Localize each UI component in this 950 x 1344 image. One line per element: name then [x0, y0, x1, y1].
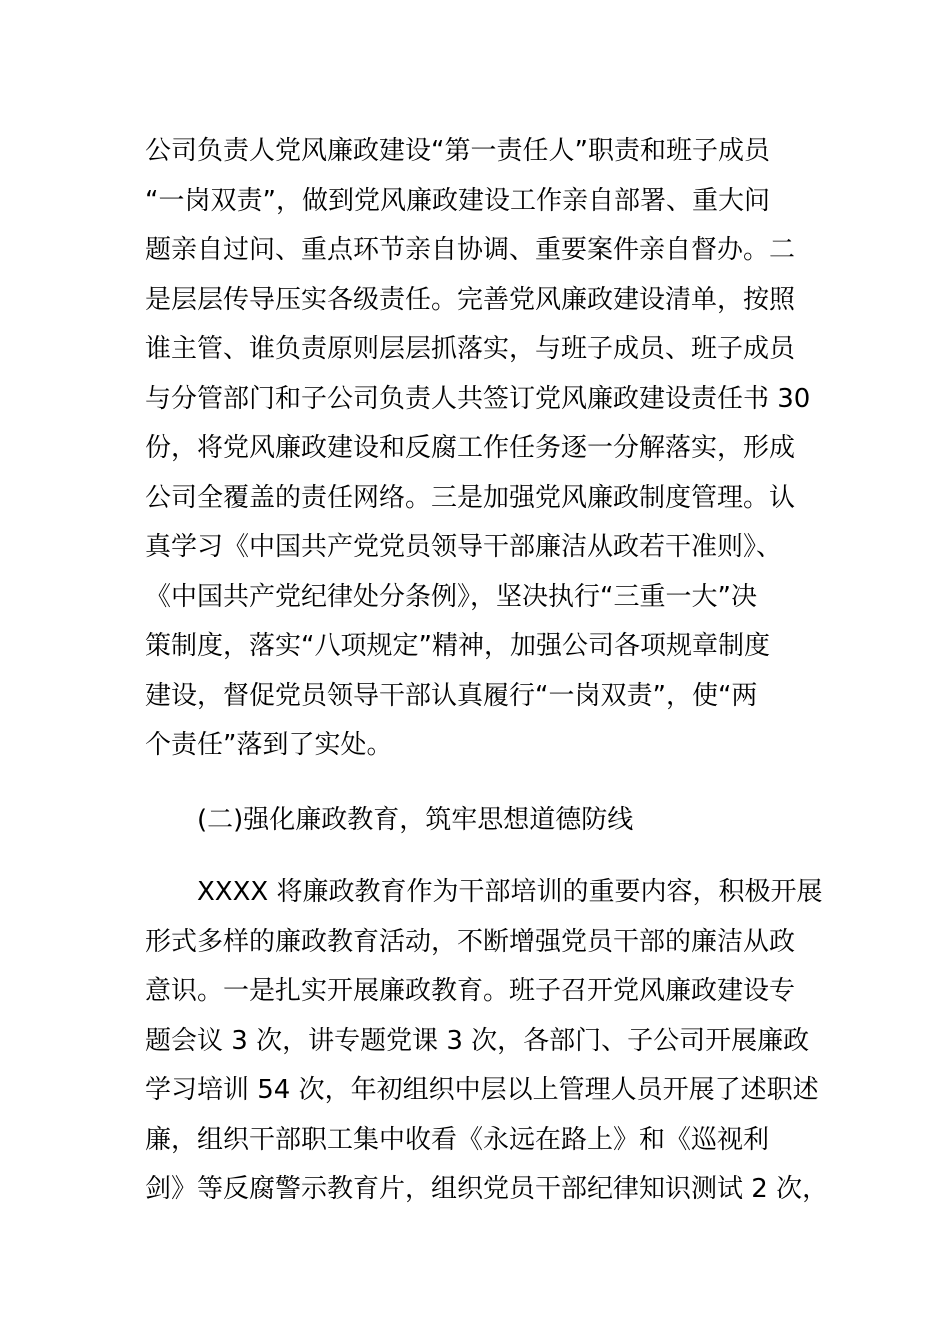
paragraph-line: 公司负责人党风廉政建设“第一责任人”职责和班子成员: [145, 136, 770, 166]
paragraph-line: XXXX 将廉政教育作为干部培训的重要内容，积极开展: [197, 877, 823, 907]
paragraph-line: 个责任”落到了实处。: [145, 730, 393, 760]
paragraph-line: 剑》等反腐警示教育片，组织党员干部纪律知识测试 2 次，: [145, 1174, 829, 1204]
paragraph-line: 公司全覆盖的责任网络。三是加强党风廉政制度管理。认: [145, 482, 796, 513]
paragraph-line: 是层层传导压实各级责任。完善党风廉政建设清单，按照: [145, 284, 796, 315]
section-heading-text: (二)强化廉政教育，筑牢思想道德防线: [197, 805, 634, 835]
paragraph-line: 真学习《中国共产党党员领导干部廉洁从政若干准则》、: [145, 532, 783, 562]
paragraph-line: 策制度，落实“八项规定”精神，加强公司各项规章制度: [145, 631, 770, 661]
paragraph-responsibility: [145, 127, 810, 771]
paragraph-line: 题会议 3 次，讲专题党课 3 次，各部门、子公司开展廉政: [145, 1025, 810, 1056]
paragraph-line: 份，将党风廉政建设和反腐工作任务逐一分解落实，形成: [145, 433, 796, 463]
paragraph-line: 题亲自过问、重点环节亲自协调、重要案件亲自督办。二: [145, 235, 796, 265]
paragraph-line: 形式多样的廉政教育活动，不断增强党员干部的廉洁从政: [145, 926, 796, 957]
paragraph-line: 学习培训 54 次，年初组织中层以上管理人员开展了述职述: [145, 1075, 819, 1105]
paragraph-line: 谁主管、谁负责原则层层抓落实，与班子成员、班子成员: [145, 334, 796, 364]
paragraph-line: 廉，组织干部职工集中收看《永远在路上》和《巡视利: [145, 1124, 770, 1155]
paragraph-line: 建设，督促党员领导干部认真履行“一岗双责”，使“两: [145, 680, 758, 711]
paragraph-education: [145, 868, 829, 1215]
paragraph-line: 意识。一是扎实开展廉政教育。班子召开党风廉政建设专: [145, 976, 796, 1006]
paragraph-line: 与分管部门和子公司负责人共签订党风廉政建设责任书 30: [145, 383, 811, 414]
paragraph-line: “一岗双责”，做到党风廉政建设工作亲自部署、重大问: [145, 185, 770, 216]
section-heading: [145, 796, 810, 846]
paragraph-line: 《中国共产党纪律处分条例》，坚决执行“三重一大”决: [145, 581, 757, 612]
